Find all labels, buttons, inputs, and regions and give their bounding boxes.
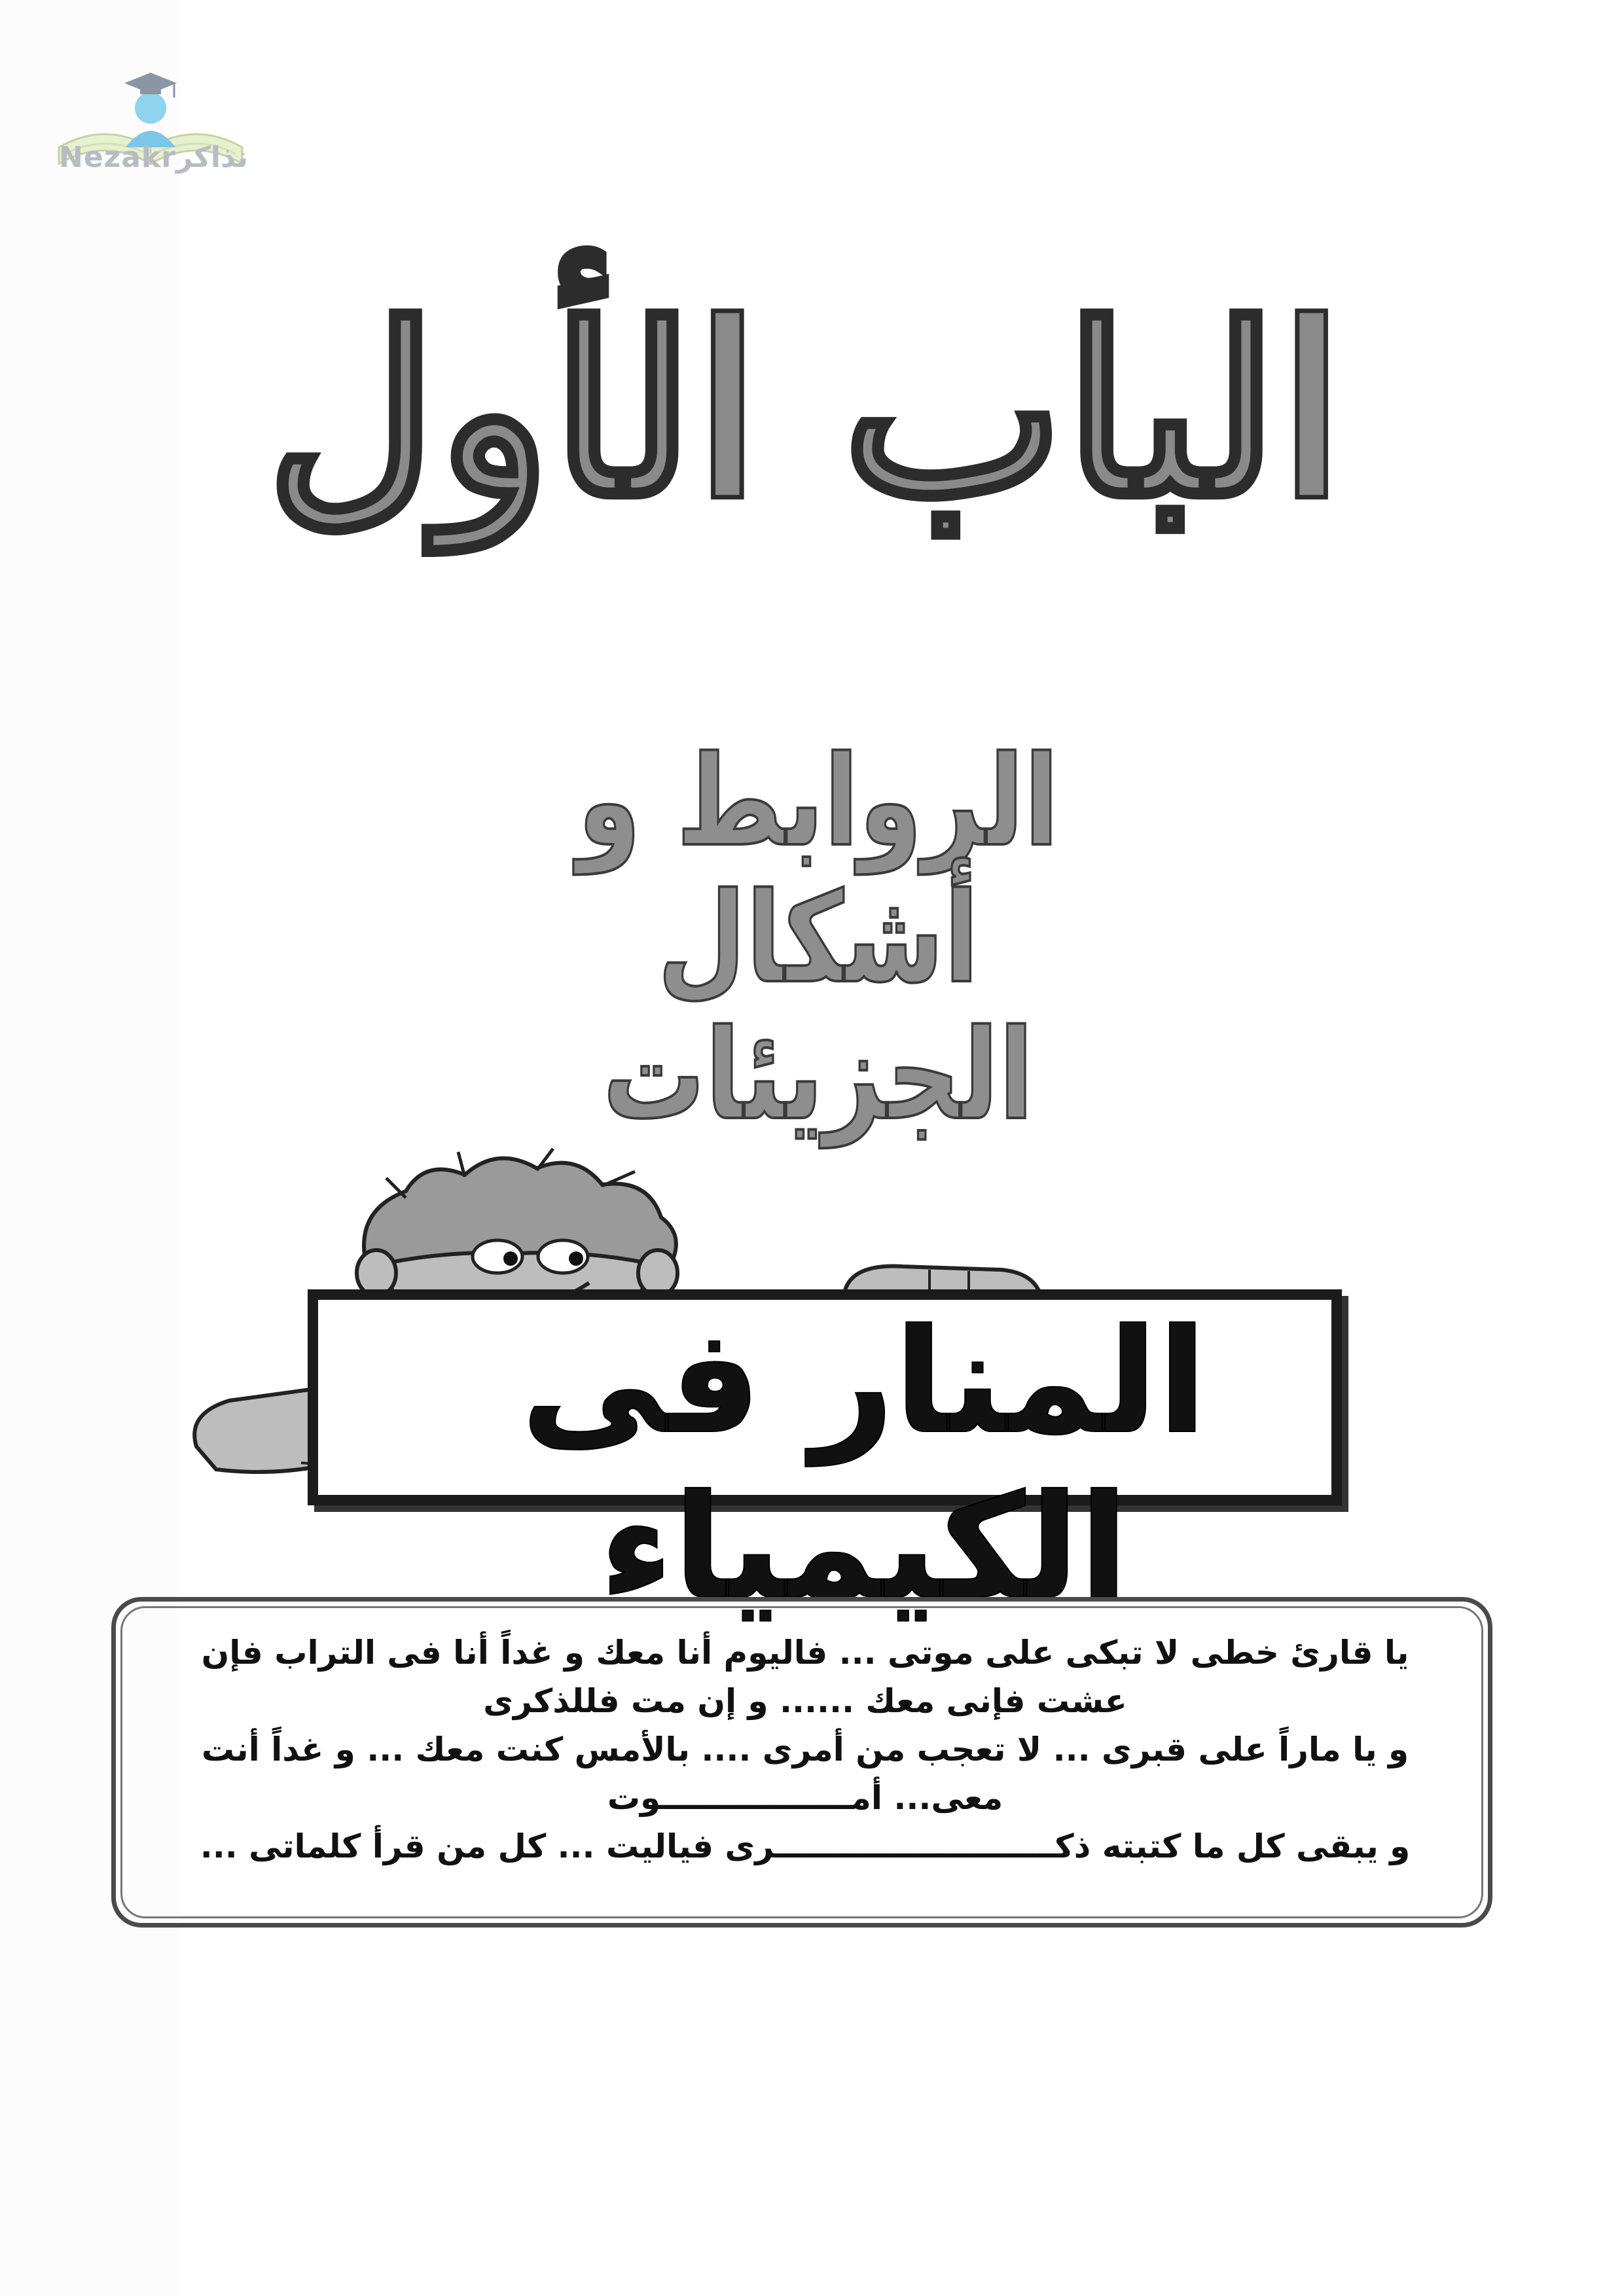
board-title: المنار فى الكيمياء [521,1298,1207,1631]
page-margin [0,0,180,2296]
poem-line: و يبقى كل ما كتبته ذكـــــــــــــــــــــــــرى فياليت ... كل من قرأ كلماتى ... [200,1827,1411,1865]
poem-line: و يا ماراً على قبرى ... لا تعجب من أمرى .... بالأمس كنت معك ... و غداً أنت [201,1731,1409,1768]
poem-line: يا قارئ خطى لا تبكى على موتى ... فاليوم أنا معك و غداً أنا فى التراب فإن [201,1634,1409,1672]
poem-text [170,1628,1440,1871]
chapter-title: الباب الأول [266,272,1344,549]
chapter-subtitle: الروابط و أشكال الجزيئات [577,729,1059,1147]
poem-line: معى... أمـــــــــــــــــوت [607,1779,1003,1817]
logo-brand-text: Nezakrنذاكر [59,141,248,174]
poem-line: عشت فإنى معك ...... و إن مت فللذكرى [483,1682,1127,1720]
